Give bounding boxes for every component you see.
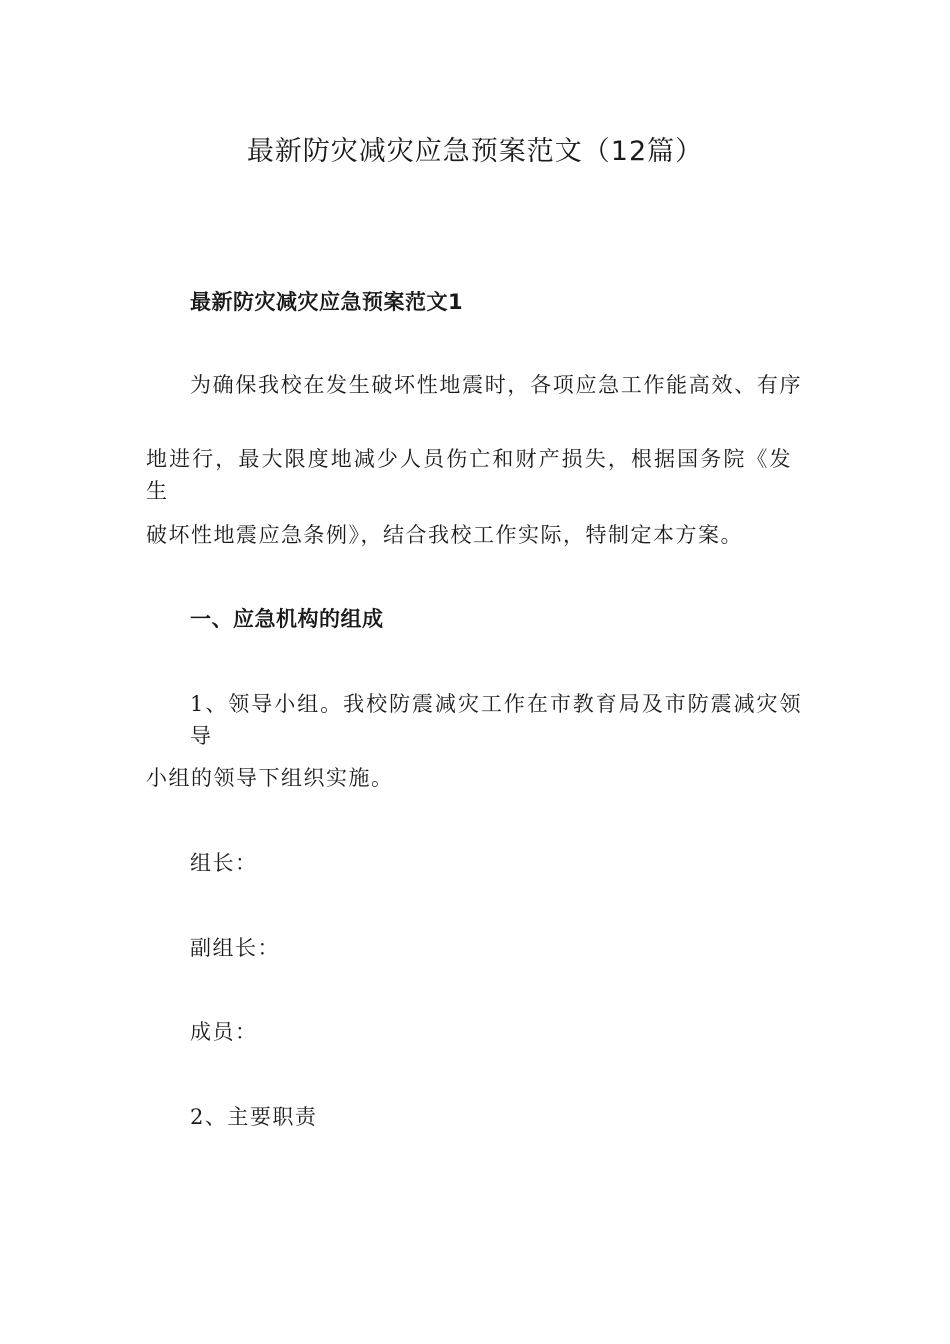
document-title: 最新防灾减灾应急预案范文（12篇） [246,136,704,167]
heading-organization: 一、应急机构的组成 [190,607,384,631]
members-label: 成员： [190,1020,258,1044]
section-heading: 最新防灾减灾应急预案范文1 [190,290,464,314]
intro-paragraph-line-2: 地进行，最大限度地减少人员伤亡和财产损失，根据国务院《发生 [146,447,792,503]
intro-paragraph-line-1: 为确保我校在发生破坏性地震时，各项应急工作能高效、有序 [190,373,802,397]
item-1-line-1: 1、领导小组。我校防震减灾工作在市教育局及市防震减灾领导 [190,692,802,748]
deputy-leader-label: 副组长： [190,936,280,960]
intro-paragraph-line-3: 破坏性地震应急条例》，结合我校工作实际，特制定本方案。 [146,523,743,547]
item-1-line-2: 小组的领导下组织实施。 [146,766,394,790]
item-2-heading: 2、主要职责 [190,1105,318,1129]
leader-label: 组长： [190,851,258,875]
